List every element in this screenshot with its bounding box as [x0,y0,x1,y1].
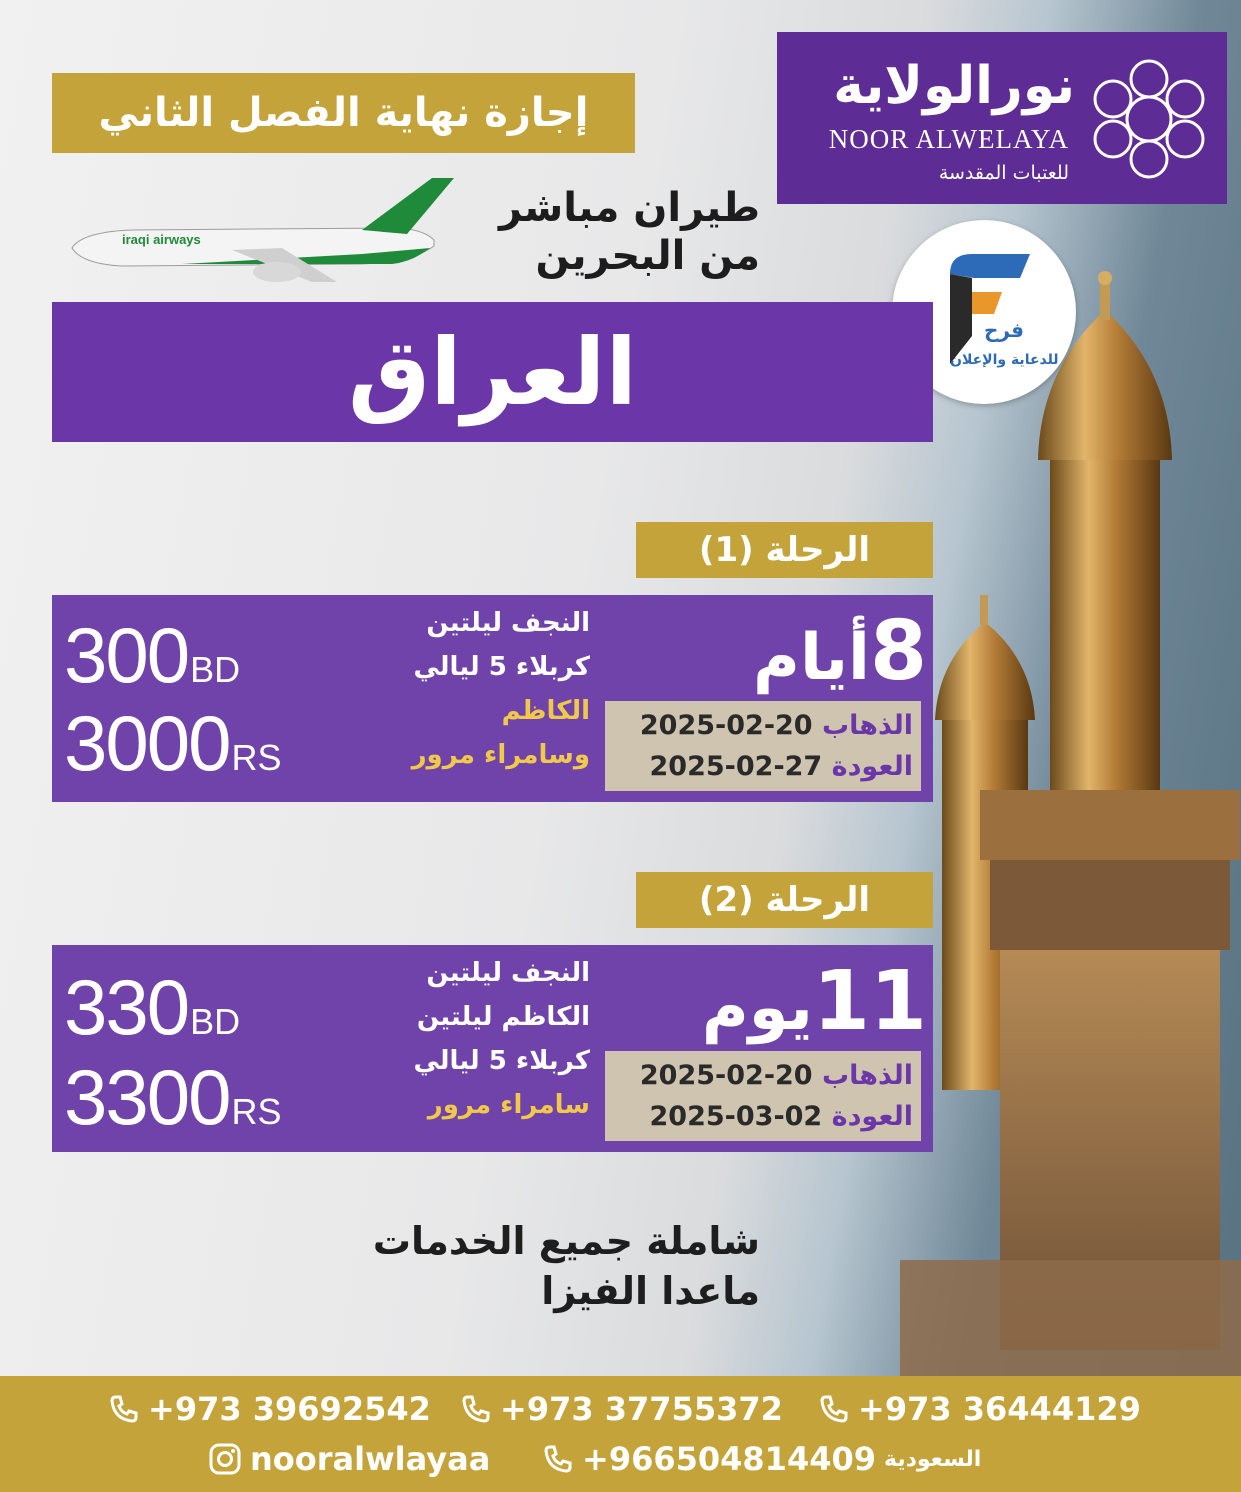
price-value: 300 [64,611,189,699]
currency-bd: BD [190,649,241,690]
brand-logo [777,32,1227,204]
city-line: النجف ليلتين [426,958,590,988]
currency-rs: RS [231,737,282,778]
departure-label: الذهاب [822,1060,913,1091]
trip-2-dates [605,1051,921,1141]
city-line: سامراء مرور [427,1090,590,1120]
currency-bd: BD [190,1001,241,1042]
instagram-handle: nooralwlayaa [250,1440,491,1478]
city-line: كربلاء 5 ليالي [413,652,590,682]
phone-number: +973 39692542 [148,1390,431,1428]
direct-flight-title [470,184,760,280]
price-value: 3000 [64,699,230,787]
saudi-phone-contact[interactable] [542,1440,981,1478]
departure-label: الذهاب [822,710,913,741]
contact-footer [0,1376,1241,1492]
departure-date: 2025-02-20 [639,710,813,741]
trip-1-label: الرحلة (1) [636,522,933,578]
emblem-icon [1089,54,1209,184]
trip-1-duration [597,604,927,699]
trip-1-cities [352,601,590,777]
trip-2-label: الرحلة (2) [636,872,933,928]
return-label: العودة [831,1101,913,1132]
trip-2-cities [352,951,590,1127]
trip-2-panel [52,945,933,1152]
phone-icon [460,1393,492,1425]
trip-1-dates [605,701,921,791]
airplane-image [62,172,472,290]
price-value: 3300 [64,1053,230,1141]
city-line: الكاظم ليلتين [416,1002,590,1032]
brand-name-english: NOOR ALWELAYA [828,124,1069,154]
instagram-icon [208,1442,242,1476]
phone-number: +966504814409 [582,1440,876,1478]
farah-f-icon [942,248,1034,368]
phone-number: +973 36444129 [858,1390,1141,1428]
days-number: 8 [869,604,927,699]
days-number: 11 [812,954,927,1049]
city-line: كربلاء 5 ليالي [413,1046,590,1076]
airline-mark: iraqi airways [122,232,201,247]
saudi-label: السعودية [884,1446,982,1472]
phone-contact-3[interactable] [818,1390,1141,1428]
brand-subtitle: للعتبات المقدسة [938,162,1069,184]
trip-1-panel [52,595,933,802]
city-line: النجف ليلتين [426,608,590,638]
return-date: 2025-03-02 [649,1101,823,1132]
visa-excluded-line: ماعدا الفيزا [541,1269,760,1313]
return-label: العودة [831,751,913,782]
agency-name: فرح [984,318,1024,342]
return-date: 2025-02-27 [649,751,823,782]
return-row [613,1096,913,1137]
direct-flight-line: طيران مباشر [499,185,760,231]
services-note [220,1216,760,1316]
brand-name-arabic: نورالولاية [833,56,1075,116]
return-row [613,746,913,787]
departure-row [613,1055,913,1096]
phone-icon [108,1393,140,1425]
season-banner: إجازة نهاية الفصل الثاني [52,73,635,153]
phone-icon [542,1443,574,1475]
trip-2-price-bd [64,963,241,1062]
agency-subtitle: للدعاية والإعلان [950,352,1059,368]
days-word: أيام [753,621,870,695]
destination-title: العراق [52,302,933,442]
days-word: يوم [701,971,813,1045]
phone-icon [818,1393,850,1425]
instagram-contact[interactable] [208,1440,490,1478]
shrine-illustration [900,250,1241,1380]
services-line: شاملة جميع الخدمات [372,1219,760,1263]
phone-number: +973 37755372 [500,1390,783,1428]
trip-1-price-rs [64,699,282,798]
city-line: وسامراء مرور [411,740,590,770]
city-line: الكاظم [501,696,590,726]
currency-rs: RS [231,1091,282,1132]
trip-2-price-rs [64,1053,282,1152]
trip-1-price-bd [64,611,241,710]
from-bahrain-line: من البحرين [535,233,760,279]
trip-2-duration [597,954,927,1049]
price-value: 330 [64,963,189,1051]
departure-date: 2025-02-20 [639,1060,813,1091]
phone-contact-2[interactable] [460,1390,783,1428]
phone-contact-1[interactable] [108,1390,431,1428]
departure-row [613,705,913,746]
